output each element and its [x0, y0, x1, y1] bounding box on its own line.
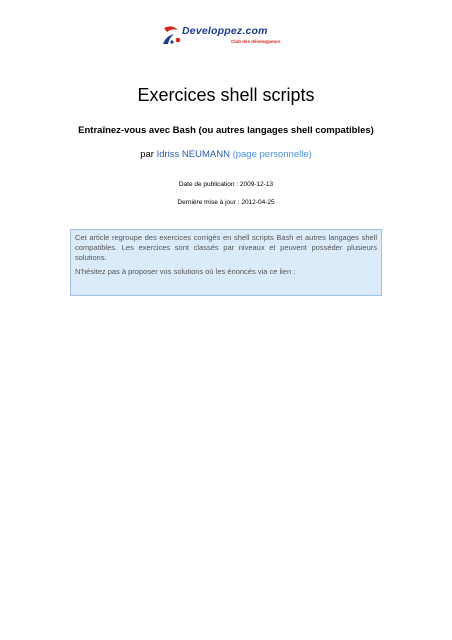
logo-swoosh-icon	[160, 22, 184, 50]
author-page-link[interactable]: (page personnelle)	[232, 149, 312, 160]
page-subtitle: Entraînez-vous avec Bash (ou autres langages shell compatibles)	[78, 125, 374, 136]
author-prefix: par	[140, 149, 154, 160]
author-name-link[interactable]: Idriss NEUMANN	[156, 149, 230, 160]
site-logo[interactable]	[160, 22, 280, 50]
abstract-paragraph-2: N'hésitez pas à proposer vos solutions où les énoncés via ce lien :	[75, 267, 296, 277]
page-title: Exercices shell scripts	[137, 85, 315, 105]
last-update-date: Dernière mise à jour : 2012-04-25	[177, 199, 275, 206]
logo-tagline: Club des développeurs	[231, 39, 281, 44]
publication-date: Date de publication : 2009-12-13	[178, 181, 274, 188]
logo-text: Developpez.com	[182, 25, 268, 37]
author-line	[0, 149, 452, 160]
abstract-paragraph-1: Cet article regroupe des exercices corrigés en shell scripts Bash et autres langages shell compatibles. Les exercices sont classés par niveaux et peuvent posséder plusieurs solutions.	[75, 233, 377, 262]
abstract-box	[70, 229, 382, 296]
